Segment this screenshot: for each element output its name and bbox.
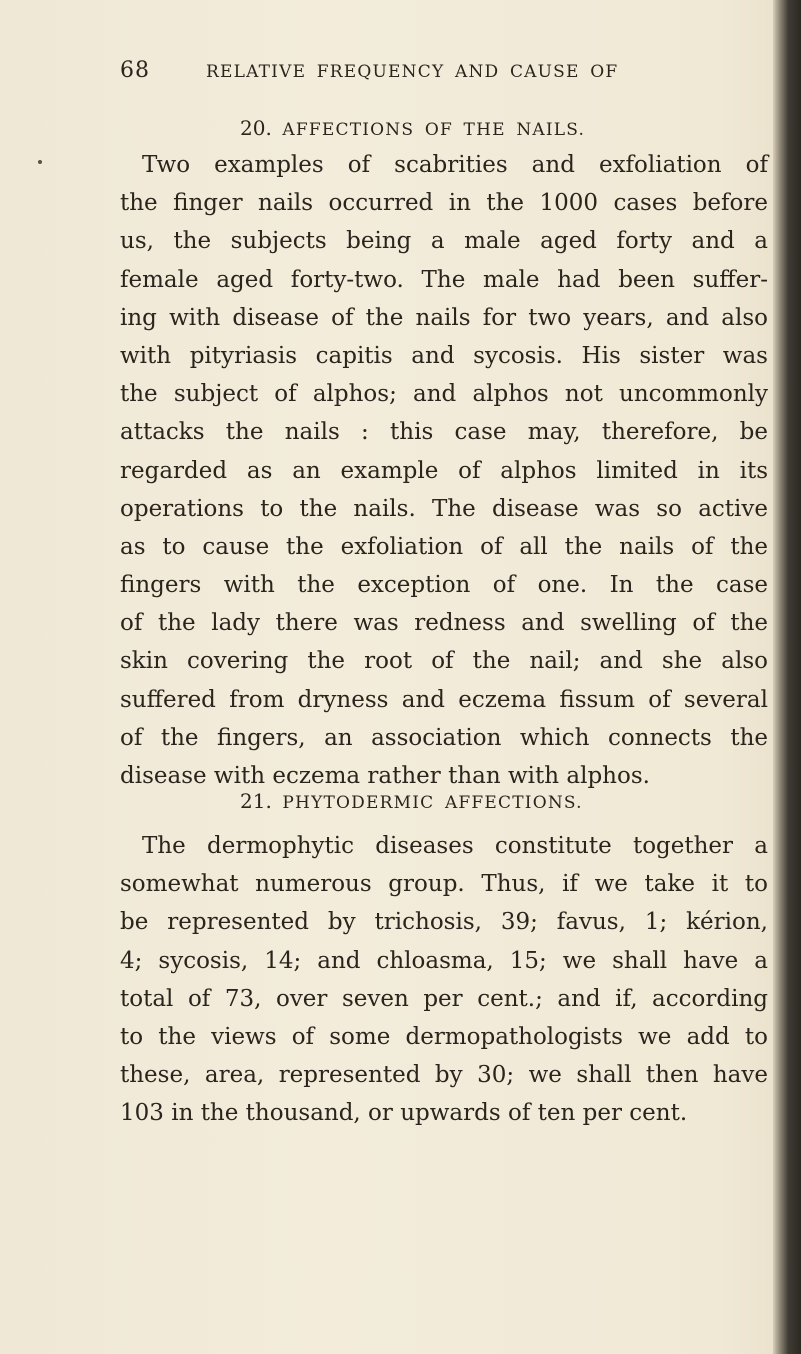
ink-speck [38, 160, 42, 164]
section-number: 21. [240, 789, 272, 813]
section-number: 20. [240, 116, 272, 140]
text-line: The dermophytic diseases constitute together a [142, 833, 768, 859]
text-line: regarded as an example of alphos limited in its [120, 457, 768, 484]
section-21-body [120, 827, 768, 1133]
text-line: of the lady there was redness and swelling of the [120, 610, 768, 637]
text-line: fingers with the exception of one. In the case [120, 572, 768, 599]
text-line: to the views of some dermopathologists we add to [120, 1023, 768, 1050]
text-line: with pityriasis capitis and sycosis. His sister was [120, 342, 768, 369]
section-20-body [120, 146, 768, 795]
text-line: Two examples of scabrities and exfoliation of [142, 152, 768, 178]
running-head-title: RELATIVE FREQUENCY AND CAUSE OF [206, 62, 619, 82]
section-heading-21 [240, 789, 583, 813]
text-line: the subject of alphos; and alphos not uncommonly [120, 381, 768, 408]
text-line: these, area, represented by 30; we shall then have [120, 1062, 768, 1089]
text-line: disease with eczema rather than with alphos. [120, 763, 650, 789]
section-title: PHYTODERMIC AFFECTIONS. [282, 793, 583, 813]
text-line: of the fingers, an association which connects the [120, 724, 768, 751]
running-head [120, 58, 770, 88]
text-line: as to cause the exfoliation of all the nails of the [120, 533, 768, 560]
text-line: operations to the nails. The disease was so active [120, 495, 768, 522]
text-line: the finger nails occurred in the 1000 cases before [120, 190, 768, 217]
section-heading-20 [240, 116, 585, 140]
section-title: AFFECTIONS OF THE NAILS. [282, 120, 586, 140]
text-line: us, the subjects being a male aged forty and a [120, 228, 768, 255]
binding-gutter [773, 0, 801, 1354]
text-line: 4; sycosis, 14; and chloasma, 15; we shall have a [120, 947, 768, 974]
text-line: suffered from dryness and eczema fissum of several [120, 686, 768, 713]
page-number: 68 [120, 58, 150, 83]
text-line: attacks the nails : this case may, therefore, be [120, 419, 768, 446]
text-line: be represented by trichosis, 39; favus, 1; kérion, [120, 909, 768, 936]
text-line: female aged forty-two. The male had been suffer- [120, 266, 768, 293]
text-line: 103 in the thousand, or upwards of ten per cent. [120, 1100, 688, 1127]
text-line: ing with disease of the nails for two years, and also [120, 304, 768, 331]
text-line: somewhat numerous group. Thus, if we take it to [120, 871, 768, 898]
text-line: skin covering the root of the nail; and she also [120, 648, 768, 675]
text-line: total of 73, over seven per cent.; and if, according [120, 985, 768, 1012]
